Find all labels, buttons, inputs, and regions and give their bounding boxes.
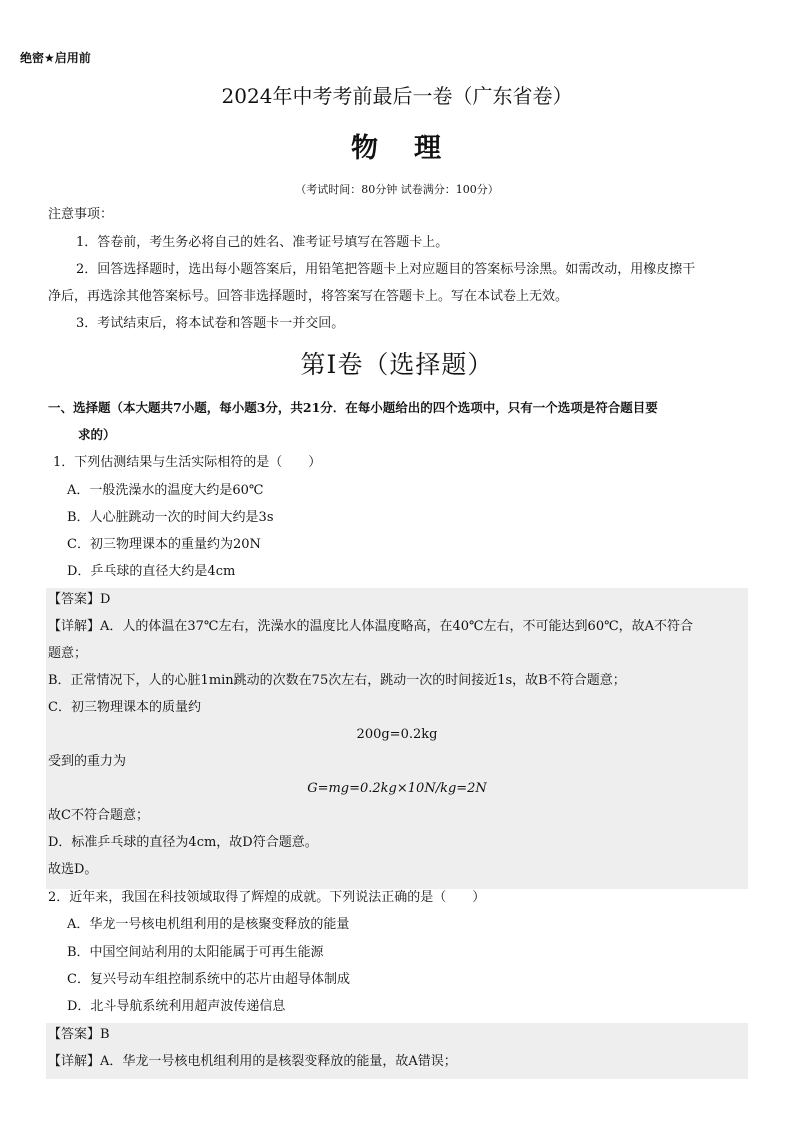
q1-option-c: C．初三物理课本的重量约为20N bbox=[67, 537, 261, 552]
q2-stem: 2．近年来，我国在科技领域取得了辉煌的成就。下列说法正确的是（ ） bbox=[48, 890, 486, 905]
q1-detail-5: 受到的重力为 bbox=[48, 754, 127, 769]
q2-option-c: C．复兴号动车组控制系统中的芯片由超导体制成 bbox=[67, 972, 350, 987]
q2-option-b: B．中国空间站利用的太阳能属于可再生能源 bbox=[67, 945, 324, 960]
subject-char-1: 物 bbox=[351, 133, 380, 164]
q1-detail-8: 故选D。 bbox=[48, 862, 98, 877]
q2-option-d: D．北斗导航系统利用超声波传递信息 bbox=[67, 999, 286, 1014]
q1-option-d: D．乒乓球的直径大约是4cm bbox=[67, 564, 236, 579]
note-2-cont: 净后，再选涂其他答案标号。回答非选择题时，将答案写在答题卡上。写在本试卷上无效。 bbox=[48, 289, 569, 304]
notes-heading: 注意事项： bbox=[48, 207, 114, 222]
section-heading: 一、选择题（本大题共7小题，每小题3分，共21分．在每小题给出的四个选项中，只有一个选项是符合题目要 bbox=[48, 400, 658, 415]
q1-detail-6: 故C不符合题意； bbox=[48, 808, 149, 823]
exam-title: 2024年中考考前最后一卷（广东省卷） bbox=[221, 84, 573, 108]
q2-answer-panel bbox=[46, 1023, 748, 1079]
section-heading-cont: 求的） bbox=[78, 427, 116, 442]
q1-equation-1: 200g=0.2kg bbox=[356, 727, 438, 742]
q1-equation-2: G=mg=0.2kg×10N/kg=2N bbox=[307, 781, 487, 796]
q1-detail-3: B．正常情况下，人的心脏1min跳动的次数在75次左右，跳动一次的时间接近1s，故B不符合题意； bbox=[48, 673, 626, 688]
q1-detail-7: D．标准乒乓球的直径为4cm，故D符合题意。 bbox=[48, 835, 318, 850]
part-title: 第Ⅰ卷（选择题） bbox=[300, 350, 494, 379]
q1-answer: 【答案】D bbox=[48, 592, 111, 607]
note-2: 2．回答选择题时，选出每小题答案后，用铅笔把答题卡上对应题目的答案标号涂黑。如需改动，用橡皮擦干 bbox=[76, 262, 696, 277]
subject-title bbox=[0, 126, 794, 165]
q2-option-a: A．华龙一号核电机组利用的是核聚变释放的能量 bbox=[67, 917, 350, 932]
exam-info: （考试时间：80分钟 试卷满分：100分） bbox=[295, 183, 499, 196]
note-1: 1．答卷前，考生务必将自己的姓名、准考证号填写在答题卡上。 bbox=[76, 235, 449, 250]
note-3: 3．考试结束后，将本试卷和答题卡一并交回。 bbox=[76, 316, 345, 331]
q1-detail-1: 【详解】A．人的体温在37℃左右，洗澡水的温度比人体温度略高，在40℃左右，不可能达到60℃，故A不符合 bbox=[48, 619, 694, 634]
subject-char-2: 理 bbox=[414, 133, 443, 164]
q1-detail-4: C．初三物理课本的质量约 bbox=[48, 700, 201, 715]
q1-option-a: A．一般洗澡水的温度大约是60℃ bbox=[67, 483, 264, 498]
q2-detail-1: 【详解】A．华龙一号核电机组利用的是核裂变释放的能量，故A错误； bbox=[48, 1054, 457, 1069]
q1-detail-2: 题意； bbox=[48, 646, 88, 661]
q2-answer: 【答案】B bbox=[48, 1027, 110, 1042]
confidential-mark: 绝密★启用前 bbox=[20, 51, 91, 65]
q1-option-b: B．人心脏跳动一次的时间大约是3s bbox=[67, 510, 274, 525]
q1-stem: 1．下列估测结果与生活实际相符的是（ ） bbox=[53, 455, 322, 470]
